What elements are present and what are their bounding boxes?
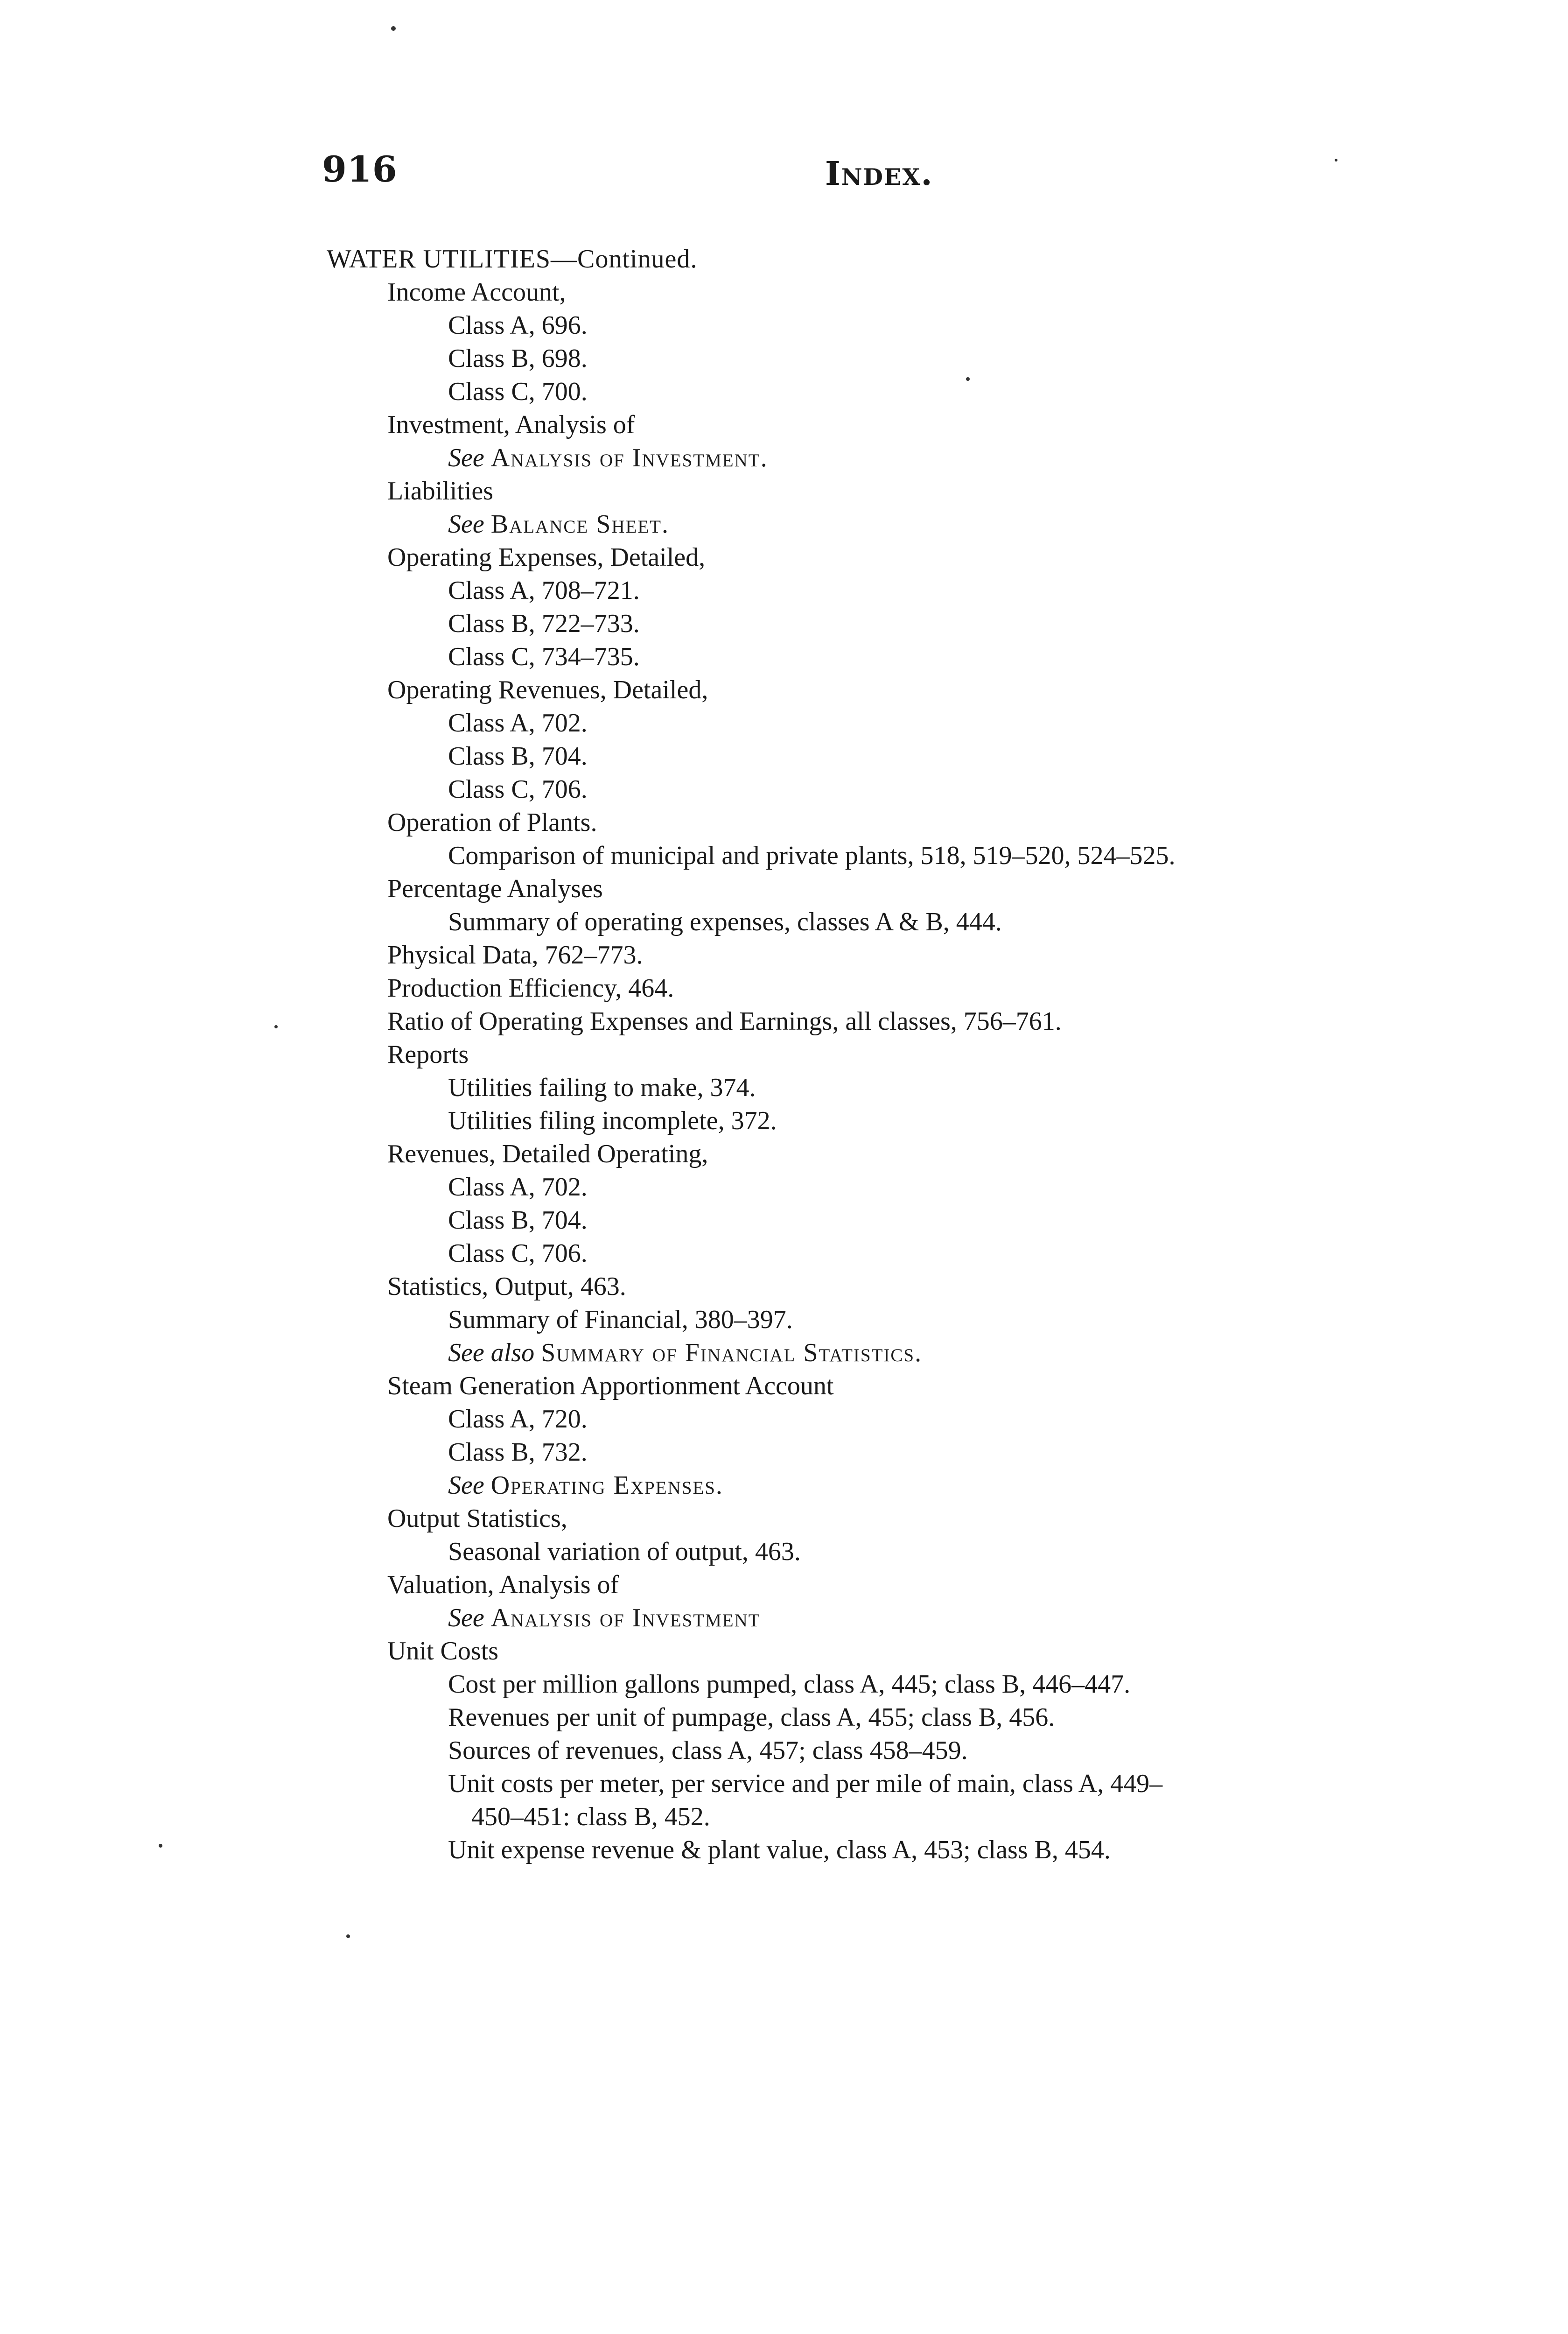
entry-text: Investment, Analysis of [387,410,635,439]
index-subentry [0,375,1568,408]
entry-text: Revenues, Detailed Operating, [387,1139,708,1168]
index-subentry [0,1834,1568,1867]
entry-text: Class B, 698. [448,344,588,373]
entry-text: Class A, 708–721. [448,576,640,605]
index-subentry [0,1602,1568,1635]
index-subheading [0,1270,1568,1303]
index-subentry [0,740,1568,773]
index-subentry [0,607,1568,640]
cross-reference-target: Analysis of Investment [490,1603,761,1632]
index-subentry [0,839,1568,872]
index-subheading [0,1005,1568,1038]
entry-text: Class B, 732. [448,1438,588,1467]
index-subentry [0,1237,1568,1270]
index-subentry [0,574,1568,607]
cross-reference-target: Analysis of Investment. [490,443,768,472]
entry-text: Output Statistics, [387,1504,567,1533]
scan-speck [391,26,396,31]
entry-text: 450–451: class B, 452. [471,1802,710,1831]
see-reference-label: See [448,510,484,539]
index-subheading [0,408,1568,442]
entry-text: Physical Data, 762–773. [387,941,643,970]
entry-text: Class C, 706. [448,775,588,804]
entry-text: Valuation, Analysis of [387,1570,619,1599]
entry-text: Ratio of Operating Expenses and Earnings, all classes, 756–761. [387,1007,1062,1036]
entry-text: Sources of revenues, class A, 457; class 458–459. [448,1736,968,1765]
index-subheading [0,872,1568,906]
entry-text: Unit expense revenue & plant value, class A, 453; class B, 454. [448,1835,1111,1864]
entry-text: Seasonal variation of output, 463. [448,1537,801,1566]
index-subentry [0,342,1568,375]
index-subentry [0,773,1568,806]
index-subentry [0,1800,1568,1834]
index-subheading [0,1370,1568,1403]
index-subentry [0,1469,1568,1502]
index-subheading [0,1038,1568,1071]
index-subheading [0,806,1568,839]
entry-text: Income Account, [387,278,566,307]
index-main-heading [0,243,1568,276]
index-subheading [0,541,1568,574]
index-subentry [0,1104,1568,1138]
entry-text: Unit Costs [387,1637,499,1666]
index-subheading [0,972,1568,1005]
entry-text: Operation of Plants. [387,808,597,837]
running-title: Index. [825,154,933,193]
entry-text: Comparison of municipal and private plants, 518, 519–520, 524–525. [448,841,1176,870]
entry-text: Utilities failing to make, 374. [448,1073,756,1102]
see-reference-label: See [448,1471,484,1500]
entry-text: Class B, 704. [448,742,588,771]
index-subentry [0,1767,1568,1800]
scan-speck [159,1844,162,1848]
cross-reference-target: Summary of Financial Statistics. [541,1338,923,1367]
entry-text: Unit costs per meter, per service and per mile of main, class A, 449– [448,1769,1163,1798]
entry-text: Statistics, Output, 463. [387,1272,626,1301]
entry-text: Class A, 702. [448,709,588,738]
index-subentry [0,640,1568,674]
entry-text: Steam Generation Apportionment Account [387,1371,834,1400]
entry-text: Revenues per unit of pumpage, class A, 455; class B, 456. [448,1703,1055,1732]
index-subentry [0,1171,1568,1204]
scan-speck [966,377,970,381]
cross-reference-target: Operating Expenses. [490,1471,723,1500]
index-subheading [0,475,1568,508]
index-subentry [0,1535,1568,1568]
index-subentry [0,309,1568,342]
cross-reference-target: Balance Sheet. [490,510,669,539]
see-reference-label: See [448,443,484,472]
entry-text: Liabilities [387,477,494,506]
index-list [0,243,1568,1867]
entry-text: Class B, 722–733. [448,609,640,638]
index-subentry [0,1734,1568,1767]
entry-text: WATER UTILITIES—Continued. [327,245,698,274]
entry-text: Class A, 702. [448,1173,588,1202]
index-subentry [0,1701,1568,1734]
scan-speck [1335,159,1337,162]
index-subheading [0,1502,1568,1535]
index-subentry [0,707,1568,740]
entry-text: Reports [387,1040,469,1069]
index-subentry [0,906,1568,939]
entry-text: Percentage Analyses [387,874,603,903]
entry-text: Utilities filing incomplete, 372. [448,1106,777,1135]
index-subheading [0,939,1568,972]
index-subheading [0,674,1568,707]
scan-speck [346,1934,350,1938]
index-subentry [0,1403,1568,1436]
entry-text: Class A, 696. [448,311,588,340]
entry-text: Production Efficiency, 464. [387,974,674,1003]
entry-text: Class C, 706. [448,1239,588,1268]
index-subentry [0,1303,1568,1336]
index-subheading [0,276,1568,309]
index-subentry [0,1668,1568,1701]
entry-text: Summary of Financial, 380–397. [448,1305,793,1334]
page-number: 916 [322,148,398,190]
see-reference-label: See also [448,1338,535,1367]
index-subentry [0,1204,1568,1237]
see-reference-label: See [448,1603,484,1632]
scan-speck [274,1025,278,1028]
index-subheading [0,1635,1568,1668]
entry-text: Class A, 720. [448,1405,588,1434]
index-subheading [0,1138,1568,1171]
entry-text: Class C, 734–735. [448,642,640,671]
entry-text: Operating Expenses, Detailed, [387,543,706,572]
entry-text: Class B, 704. [448,1206,588,1235]
index-subentry [0,508,1568,541]
entry-text: Class C, 700. [448,377,588,406]
index-subentry [0,1436,1568,1469]
entry-text: Operating Revenues, Detailed, [387,675,708,704]
index-subentry [0,1336,1568,1370]
index-subentry [0,1071,1568,1104]
entry-text: Cost per million gallons pumped, class A, 445; class B, 446–447. [448,1670,1131,1699]
index-subentry [0,442,1568,475]
entry-text: Summary of operating expenses, classes A & B, 444. [448,907,1002,936]
index-subheading [0,1568,1568,1602]
